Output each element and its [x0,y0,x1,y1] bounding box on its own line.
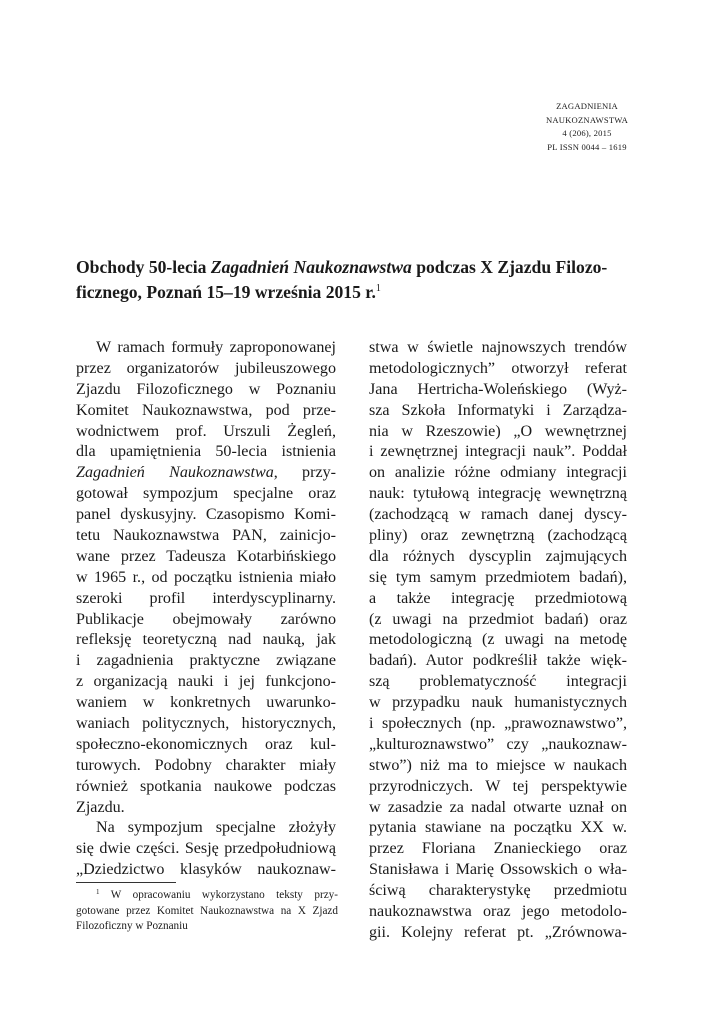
text-line: on analizie różne odmiany integracji [369,464,627,482]
text-line: Jana Hertricha-Woleńskiego (Wyż- [369,380,627,398]
text-line: Stanisława i Marię Ossowskich o wła- [369,861,627,879]
text-line: przez Floriana Znanieckiego oraz [369,840,627,858]
text-line: W ramach formuły zaproponowanej [96,339,336,356]
text-line: (zachodzącą w ramach danej dyscy- [369,506,627,524]
text-line: turowych. Podobny charakter miały [76,756,336,774]
text-line: w zasadzie za nadal otwarte uznał on [369,798,627,816]
text-line: Zjazdu Filozoficznego w Poznaniu [76,380,336,398]
title-part1: Obchody 50-lecia [76,257,211,277]
title-part3: podczas X Zjazdu Filozo- [411,257,608,277]
text-line: gotował sympozjum specjalne oraz [76,485,336,503]
text-line: się dwie części. Sesję przedpołudniową [76,840,336,858]
text-line: pytania stawiane na początku XX w. [369,819,627,837]
text-line: badań). Autor podkreślił także więk- [369,652,627,670]
journal-masthead [520,100,654,154]
journal-issn: PL ISSN 0044 – 1619 [547,141,627,152]
text-line: dla różnych dyscyplin zajmujących [369,547,627,565]
text-line: w 1965 r., od początku istnienia miało [76,568,336,586]
text-line: sza Szkoła Informatyki i Zarządza- [369,401,627,419]
text-line: i zagadnienia praktyczne związane [76,652,336,670]
text-line: metodologicznych” otworzył referat [369,359,627,377]
title-footnote-mark: 1 [375,283,381,294]
text-line: w przypadku nauk humanistycznych [369,694,627,712]
text-line: wodnictwem prof. Urszuli Żegleń, [76,422,336,440]
text-line: pliny) oraz zewnętrzną (zachodzącą [369,527,627,545]
text-line: „kulturoznawstwo” czy „naukoznaw- [369,735,627,753]
text-line: i społecznych (np. „prawoznawstwo”, [369,715,627,733]
text-line: nia w Rzeszowie) „O wewnętrznej [369,422,627,440]
text-line: waniach politycznych, historycznych, [76,715,336,733]
text-line: Publikacje obejmowały zarówno [76,610,336,628]
title-line2: ficznego, Poznań 15–19 września 2015 r. [76,282,376,302]
article-title [76,255,636,305]
text-line: „Dziedzictwo klasyków naukoznaw- [76,861,336,879]
text-line: stwo”) niż ma to miejsce w naukach [369,756,627,774]
text-line: dla upamiętnienia 50-lecia istnienia [76,443,336,461]
text-line: i zewnętrznej integracji nauk”. Poddał [369,443,627,461]
text-line: gii. Kolejny referat pt. „Zrównowa- [369,923,627,941]
text-line: (z uwagi na przedmiot badań) oraz [369,610,627,628]
footnote-line [76,888,338,904]
body-column-right [369,338,627,944]
footnote-line: Filozoficzny w Poznaniu [76,920,188,933]
text-line: refleksję teoretyczną nad nauką, jak [76,631,336,649]
text-line: z organizacją nauki i jej funkcjono- [76,673,336,691]
title-journal-name: Zagadnień Naukoznawstwa [210,257,412,277]
text-line: Na sympozjum specjalne złożyły [96,819,336,837]
text-line: waniem w konkretnych uwarunko- [76,694,336,712]
footnote-mark: 1 [96,888,100,896]
text-line: społeczno-ekonomicznych oraz kul- [76,735,336,753]
text-line: stwa w świetle najnowszych trendów [369,339,627,356]
body-column-left [76,338,336,881]
footnote-line: gotowane przez Komitet Naukoznawstwa na X Zjazd [76,904,338,917]
text-line [76,463,336,484]
text-line: ściwą charakterystykę przedmiotu [369,882,627,900]
text-line: przyrodniczych. W tej perspektywie [369,777,627,795]
text-line: a także integrację przedmiotową [369,589,627,607]
journal-name-line1: ZAGADNIENIA [556,101,618,111]
journal-issue: 4 (206), 2015 [562,128,612,139]
text-line: się tym samym przedmiotem badań), [369,568,627,586]
text-line: przez organizatorów jubileuszowego [76,359,336,377]
text-line: szeroki profil interdyscyplinarny. [76,589,336,607]
text-line: naukoznawstwa oraz jego metodolo- [369,903,627,921]
footnote-text: W opracowaniu wykorzystano teksty przy- [99,889,338,901]
text-line: nauk: tytułową integrację wewnętrzną [369,485,627,503]
text-line: szą problematyczność integracji [369,673,627,691]
footnote [76,888,338,935]
text-line: Zjazdu. [76,798,125,816]
journal-name-italic: Zagadnień Naukoznawstwa [76,464,274,482]
footnote-divider [76,882,176,883]
text-line: tetu Naukoznawstwa PAN, zainicjo- [76,527,336,545]
text-line: wane przez Tadeusza Kotarbińskiego [76,547,336,565]
text-line: również spotkania naukowe podczas [76,777,336,795]
text-line: panel dyskusyjny. Czasopismo Komi- [76,506,336,524]
text-line: metodologiczną (z uwagi na metodę [369,631,627,649]
text-fragment: , przy- [273,464,336,482]
text-line: Komitet Naukoznawstwa, pod prze- [76,401,336,419]
journal-name-line2: NAUKOZNAWSTWA [545,114,629,125]
